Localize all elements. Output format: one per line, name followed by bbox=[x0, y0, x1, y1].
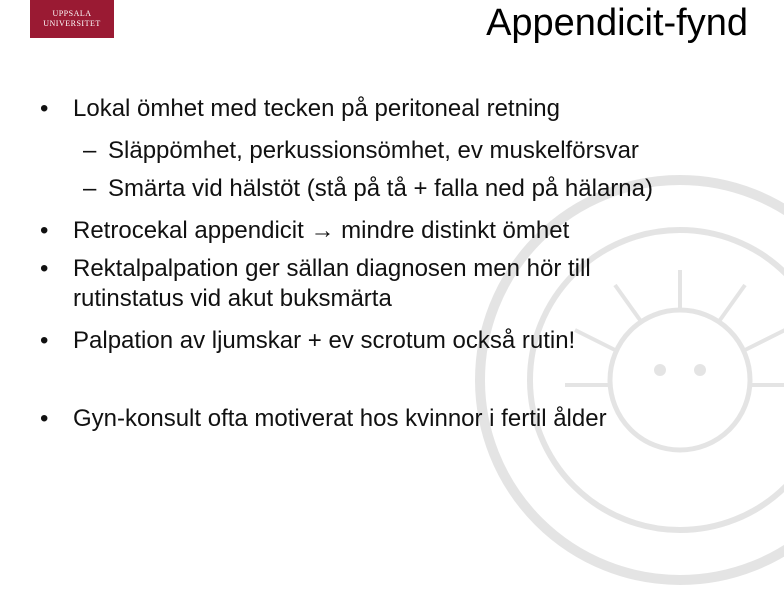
bullet-marker: • bbox=[40, 405, 49, 432]
list-item-text: Palpation av ljumskar + ev scrotum också rutin! bbox=[73, 327, 576, 354]
university-logo bbox=[30, 0, 114, 38]
logo-line-1: UPPSALA bbox=[52, 9, 92, 18]
dash-marker: – bbox=[83, 175, 97, 202]
list-item-text: Gyn-konsult ofta motiverat hos kvinnor i fertil ålder bbox=[73, 405, 607, 432]
list-item-text: Rektalpalpation ger sällan diagnosen men hör till bbox=[73, 255, 591, 282]
sub-list-item-text: Smärta vid hälstöt (stå på tå + falla ned på hälarna) bbox=[108, 175, 653, 202]
bullet-marker: • bbox=[40, 327, 49, 354]
logo-line-2: UNIVERSITET bbox=[43, 19, 101, 28]
bullet-marker: • bbox=[40, 217, 49, 244]
slide-title: Appendicit-fynd bbox=[486, 2, 748, 44]
dash-marker: – bbox=[83, 137, 97, 164]
list-item-text: Lokal ömhet med tecken på peritoneal retning bbox=[73, 95, 560, 122]
list-item-text: rutinstatus vid akut buksmärta bbox=[73, 285, 392, 312]
list-item-text: Retrocekal appendicit → mindre distinkt ömhet bbox=[73, 217, 570, 244]
bullet-marker: • bbox=[40, 255, 49, 282]
bullet-marker: • bbox=[40, 95, 49, 122]
sub-list-item-text: Släppömhet, perkussionsömhet, ev muskelförsvar bbox=[108, 137, 639, 164]
